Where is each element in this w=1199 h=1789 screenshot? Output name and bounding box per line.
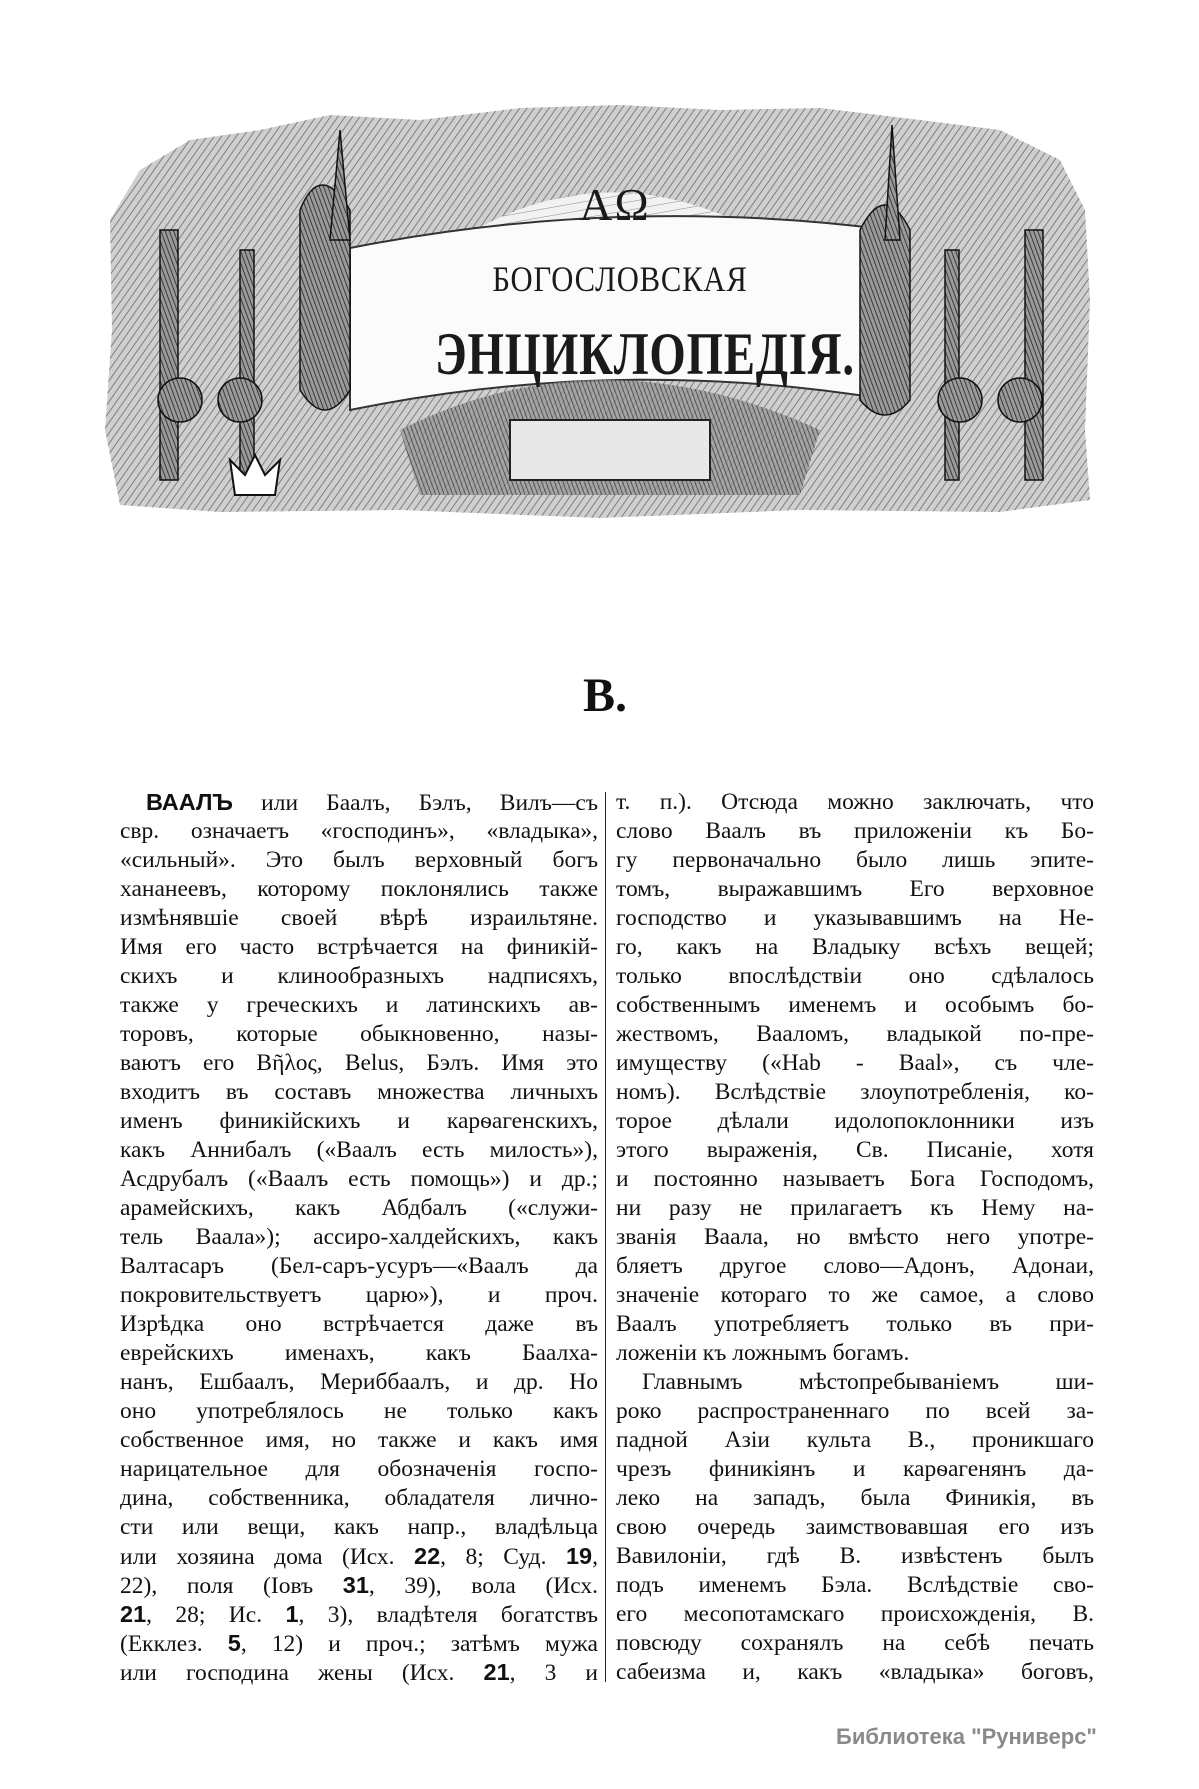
- text-line: [120, 1281, 598, 1310]
- text-segment: сабеизма и, какъ «владыка» боговъ,: [616, 1659, 1094, 1685]
- text-segment: или хозяина дома (Исх.: [120, 1544, 415, 1570]
- column-divider: [605, 792, 606, 1682]
- text-segment: ни разу не прилагаетъ къ Нему на-: [616, 1195, 1094, 1221]
- bold-text-segment: 22: [414, 1543, 441, 1569]
- text-segment: арамейскихъ, какъ Абдбалъ («служи-: [120, 1195, 598, 1221]
- text-segment: Главнымъ мѣстопребываніемъ ши-: [642, 1369, 1094, 1395]
- text-segment: (Екклез.: [120, 1631, 228, 1657]
- text-line: [616, 1368, 1094, 1397]
- text-segment: Ваалъ употребляетъ только въ при-: [616, 1311, 1094, 1337]
- text-line: [120, 1542, 598, 1571]
- text-segment: повсюду сохранялъ на себѣ печать: [616, 1630, 1094, 1656]
- text-segment: тель Ваала»); ассиро-халдейскихъ, какъ: [120, 1224, 598, 1250]
- text-segment: ваютъ его Βῆλος, Belus, Бэлъ. Имя это: [120, 1050, 598, 1076]
- text-line: [616, 1629, 1094, 1658]
- text-line: [616, 1339, 1094, 1368]
- text-segment: или господина жены (Исх.: [120, 1660, 484, 1686]
- section-letter-heading: В.: [582, 669, 627, 722]
- text-line: [616, 1049, 1094, 1078]
- text-line: [120, 817, 598, 846]
- text-line: [120, 933, 598, 962]
- encyclopedia-title: ЭНЦИКЛОПЕДІЯ.: [435, 321, 855, 387]
- text-segment: свою очередь заимствовавшая его изъ: [616, 1514, 1094, 1540]
- text-segment: нарицательное для обозначенія госпо-: [120, 1456, 598, 1482]
- text-line: [120, 1629, 598, 1658]
- book: [510, 420, 710, 480]
- text-line: [120, 1136, 598, 1165]
- text-line: [616, 1426, 1094, 1455]
- text-line: [616, 962, 1094, 991]
- text-line: [616, 1194, 1094, 1223]
- text-segment: чрезъ финикіянъ и карѳагенянъ да-: [616, 1456, 1094, 1482]
- text-line: [616, 904, 1094, 933]
- text-segment: 22), поля (Іовъ: [120, 1573, 343, 1599]
- text-segment: скихъ и клинообразныхъ надписяхъ,: [120, 963, 598, 989]
- text-line: [616, 1484, 1094, 1513]
- text-line: [120, 1455, 598, 1484]
- text-line: [616, 1513, 1094, 1542]
- text-line: [120, 1165, 598, 1194]
- text-segment: , 39), вола (Исх.: [368, 1573, 598, 1599]
- text-line: [616, 1658, 1094, 1687]
- text-segment: этого выраженія, Св. Писаніе, хотя: [616, 1137, 1094, 1163]
- text-segment: свр. означаетъ «господинъ», «владыка»,: [120, 818, 598, 844]
- text-segment: хананеевъ, которому поклонялись также: [120, 876, 598, 902]
- text-segment: торовъ, которые обыкновенно, назы-: [120, 1021, 598, 1047]
- text-line: [616, 1020, 1094, 1049]
- text-line: [616, 1542, 1094, 1571]
- text-line: [120, 1310, 598, 1339]
- text-segment: ложеніи къ ложнымъ богамъ.: [616, 1340, 910, 1366]
- text-segment: значеніе котораго то же самое, а слово: [616, 1282, 1094, 1308]
- text-segment: подъ именемъ Бэла. Вслѣдствіе сво-: [616, 1572, 1094, 1598]
- text-segment: торое дѣлали идолопоклонники изъ: [616, 1108, 1094, 1134]
- text-segment: также у греческихъ и латинскихъ ав-: [120, 992, 598, 1018]
- text-line: [120, 1194, 598, 1223]
- text-line: [120, 962, 598, 991]
- text-segment: собственное имя, но также и какъ имя: [120, 1427, 598, 1453]
- text-segment: номъ). Вслѣдствіе злоупотребленія, ко-: [616, 1079, 1094, 1105]
- text-segment: и постоянно называетъ Бога Господомъ,: [616, 1166, 1094, 1192]
- text-line: [616, 1107, 1094, 1136]
- text-line: [120, 875, 598, 904]
- text-line: [120, 1078, 598, 1107]
- text-segment: , 8; Суд.: [440, 1544, 566, 1570]
- bold-text-segment: 19: [565, 1543, 593, 1569]
- text-segment: Вавилоніи, гдѣ В. извѣстенъ былъ: [616, 1543, 1094, 1569]
- text-segment: леко на западъ, была Финикія, въ: [616, 1485, 1094, 1511]
- text-segment: гу первоначально было лишь эпите-: [616, 847, 1094, 873]
- text-segment: нанъ, Ешбаалъ, Мериббаалъ, и др. Но: [120, 1369, 598, 1395]
- text-segment: его месопотамскаго происхожденія, В.: [616, 1601, 1094, 1627]
- library-watermark: Библиотека "Руниверс": [836, 1724, 1097, 1749]
- text-segment: какъ Аннибалъ («Ваалъ есть милость»),: [120, 1137, 598, 1163]
- text-line: [616, 933, 1094, 962]
- text-segment: жествомъ, Вааломъ, владыкой по-пре-: [616, 1021, 1094, 1047]
- text-line: [616, 1571, 1094, 1600]
- text-line: [120, 1600, 598, 1629]
- text-segment: господство и указывавшимъ на Не-: [616, 905, 1094, 931]
- text-line: [120, 1368, 598, 1397]
- text-line: [120, 1252, 598, 1281]
- text-line: [120, 1107, 598, 1136]
- text-line: [616, 1252, 1094, 1281]
- text-line: [120, 1223, 598, 1252]
- text-line: [616, 817, 1094, 846]
- text-segment: только впослѣдствіи оно сдѣлалось: [616, 963, 1094, 989]
- text-line: [120, 788, 598, 817]
- text-line: [616, 846, 1094, 875]
- text-segment: званія Ваала, но вмѣсто него употре-: [616, 1224, 1094, 1250]
- text-segment: оно употреблялось не только какъ: [120, 1398, 598, 1424]
- text-segment: входитъ въ составъ множества личныхъ: [120, 1079, 598, 1105]
- text-line: [120, 1397, 598, 1426]
- text-line: [616, 788, 1094, 817]
- text-segment: слово Ваалъ въ приложеніи къ Бо-: [616, 818, 1094, 844]
- text-segment: еврейскихъ именахъ, какъ Баалха-: [120, 1340, 598, 1366]
- text-line: [120, 904, 598, 933]
- text-column-left: [120, 788, 598, 1687]
- text-line: [616, 1078, 1094, 1107]
- text-segment: или Баалъ, Бэлъ, Вилъ—съ: [232, 790, 598, 816]
- text-segment: , 3 и: [509, 1660, 598, 1686]
- text-column-right: [616, 788, 1094, 1687]
- text-segment: собственнымъ именемъ и особымъ бо-: [616, 992, 1094, 1018]
- text-line: [616, 1455, 1094, 1484]
- text-line: [616, 1165, 1094, 1194]
- bold-text-segment: 21: [120, 1601, 147, 1627]
- text-segment: Изрѣдка оно встрѣчается даже въ: [120, 1311, 598, 1337]
- text-segment: падной Азіи культа В., проникшаго: [616, 1427, 1094, 1453]
- text-segment: сти или вещи, какъ напр., владѣльца: [120, 1514, 598, 1540]
- text-segment: Асдрубалъ («Ваалъ есть помощь») и др.;: [120, 1166, 598, 1192]
- text-line: [120, 1513, 598, 1542]
- bold-text-segment: 31: [342, 1572, 369, 1598]
- text-line: [616, 1600, 1094, 1629]
- text-line: [616, 1136, 1094, 1165]
- text-line: [120, 991, 598, 1020]
- text-segment: бляетъ другое слово—Адонъ, Адонаи,: [616, 1253, 1094, 1279]
- text-segment: , 28; Ис.: [146, 1602, 286, 1628]
- text-line: [120, 1339, 598, 1368]
- text-line: [616, 991, 1094, 1020]
- text-segment: т. п.). Отсюда можно заключать, что: [616, 789, 1094, 815]
- text-segment: «сильный». Это былъ верховный богъ: [120, 847, 598, 873]
- text-line: [120, 1571, 598, 1600]
- bold-text-segment: 21: [483, 1659, 510, 1685]
- text-line: [120, 846, 598, 875]
- text-line: [120, 1020, 598, 1049]
- text-segment: имуществу («Hab - Baal», съ чле-: [616, 1050, 1094, 1076]
- text-line: [616, 1310, 1094, 1339]
- bold-text-segment: 1: [285, 1601, 299, 1627]
- text-segment: го, какъ на Владыку всѣхъ вещей;: [616, 934, 1094, 960]
- bold-text-segment: 5: [227, 1630, 241, 1656]
- text-line: [120, 1484, 598, 1513]
- text-line: [616, 1223, 1094, 1252]
- text-segment: Имя его часто встрѣчается на финикій-: [120, 934, 598, 960]
- text-line: [120, 1658, 598, 1687]
- text-segment: покровительствуетъ царю»), и проч.: [120, 1282, 598, 1308]
- text-line: [616, 1281, 1094, 1310]
- header-engraving: [100, 100, 1095, 520]
- text-segment: ,: [592, 1544, 598, 1570]
- text-line: [120, 1426, 598, 1455]
- text-segment: Валтасаръ (Бел-саръ-усуръ—«Ваалъ да: [120, 1253, 598, 1279]
- text-line: [120, 1049, 598, 1078]
- text-segment: именъ финикійскихъ и карѳагенскихъ,: [120, 1108, 598, 1134]
- text-segment: дина, собственника, обладателя лично-: [120, 1485, 598, 1511]
- text-segment: измѣнявшіе своей вѣрѣ израильтяне.: [120, 905, 598, 931]
- text-segment: , 12) и проч.; затѣмъ мужа: [240, 1631, 598, 1657]
- alpha-omega-emblem: АΩ: [579, 179, 651, 230]
- text-segment: , 3), владѣтеля богатствъ: [298, 1602, 598, 1628]
- text-segment: роко распространеннаго по всей за-: [616, 1398, 1094, 1424]
- text-line: [616, 1397, 1094, 1426]
- text-line: [616, 875, 1094, 904]
- bold-text-segment: ВААЛЪ: [146, 789, 233, 815]
- text-segment: томъ, выражавшимъ Его верховное: [616, 876, 1094, 902]
- encyclopedia-subtitle: БОГОСЛОВСКАЯ: [492, 259, 748, 299]
